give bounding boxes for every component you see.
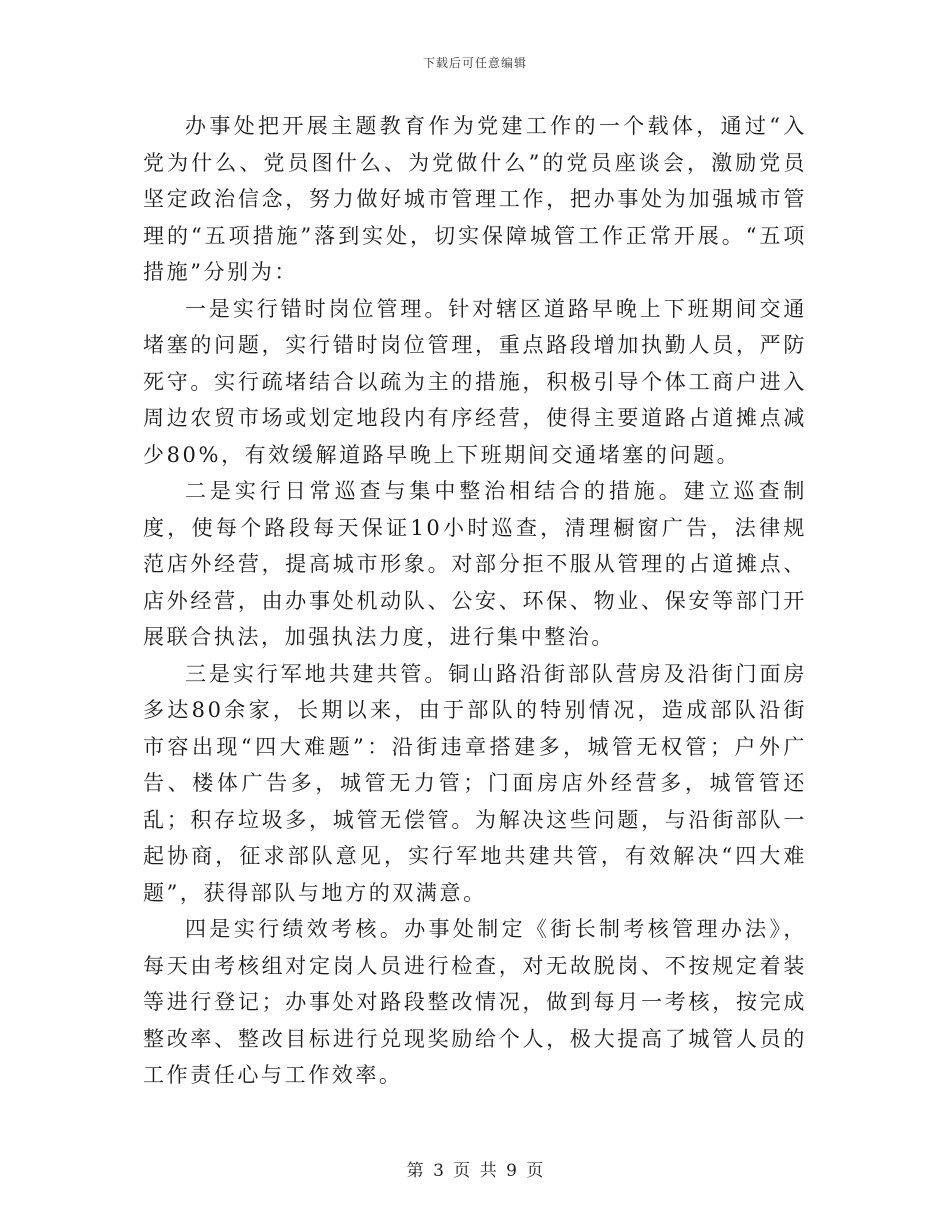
paragraph-measure-4: 四是实行绩效考核。办事处制定《街长制考核管理办法》，每天由考核组对定岗人员进行检查，对无故脱岗、不按规定着装等进行登记；办事处对路段整改情况，做到每月一考核，按完成整改率、整改目标进行兑现奖励给个人，极大提高了城管人员的工作责任心与工作效率。 (143, 917, 807, 1087)
paragraph-measure-3: 三是实行军地共建共管。铜山路沿街部队营房及沿街门面房多达80余家，长期以来，由于部队的特别情况，造成部队沿街市容出现“四大难题”：沿街违章搭建多，城管无权管；户外广告、楼体广告多，城管无力管；门面房店外经营多，城管管还乱；积存垃圾多，城管无偿管。为解决这些问题，与沿街部队一起协商，征求部队意见，实行军地共建共管，有效解决“四大难题”，获得部队与地方的双满意。 (143, 661, 807, 905)
paragraph-measure-2: 二是实行日常巡查与集中整治相结合的措施。建立巡查制度，使每个路段每天保证10小时巡查，清理橱窗广告，法律规范店外经营，提高城市形象。对部分拒不服从管理的占道摊点、店外经营，由办事处机动队、公安、环保、物业、保安等部门开展联合执法，加强执法力度，进行集中整治。 (143, 479, 807, 649)
page-number-footer: 第 3 页 共 9 页 (406, 1161, 544, 1181)
page-header-note: 下载后可任意编辑 (422, 56, 527, 70)
paragraph-intro: 办事处把开展主题教育作为党建工作的一个载体，通过“入党为什么、党员图什么、为党做什么”的党员座谈会，激励党员坚定政治信念，努力做好城市管理工作，把办事处为加强城市管理的“五项措施”落到实处，切实保障城管工作正常开展。“五项措施”分别为： (143, 114, 807, 284)
paragraph-measure-1: 一是实行错时岗位管理。针对辖区道路早晚上下班期间交通堵塞的问题，实行错时岗位管理，重点路段增加执勤人员，严防死守。实行疏堵结合以疏为主的措施，积极引导个体工商户进入周边农贸市场或划定地段内有序经营，使得主要道路占道摊点减少80%，有效缓解道路早晚上下班期间交通堵塞的问题。 (143, 296, 807, 467)
document-body (143, 108, 807, 1094)
